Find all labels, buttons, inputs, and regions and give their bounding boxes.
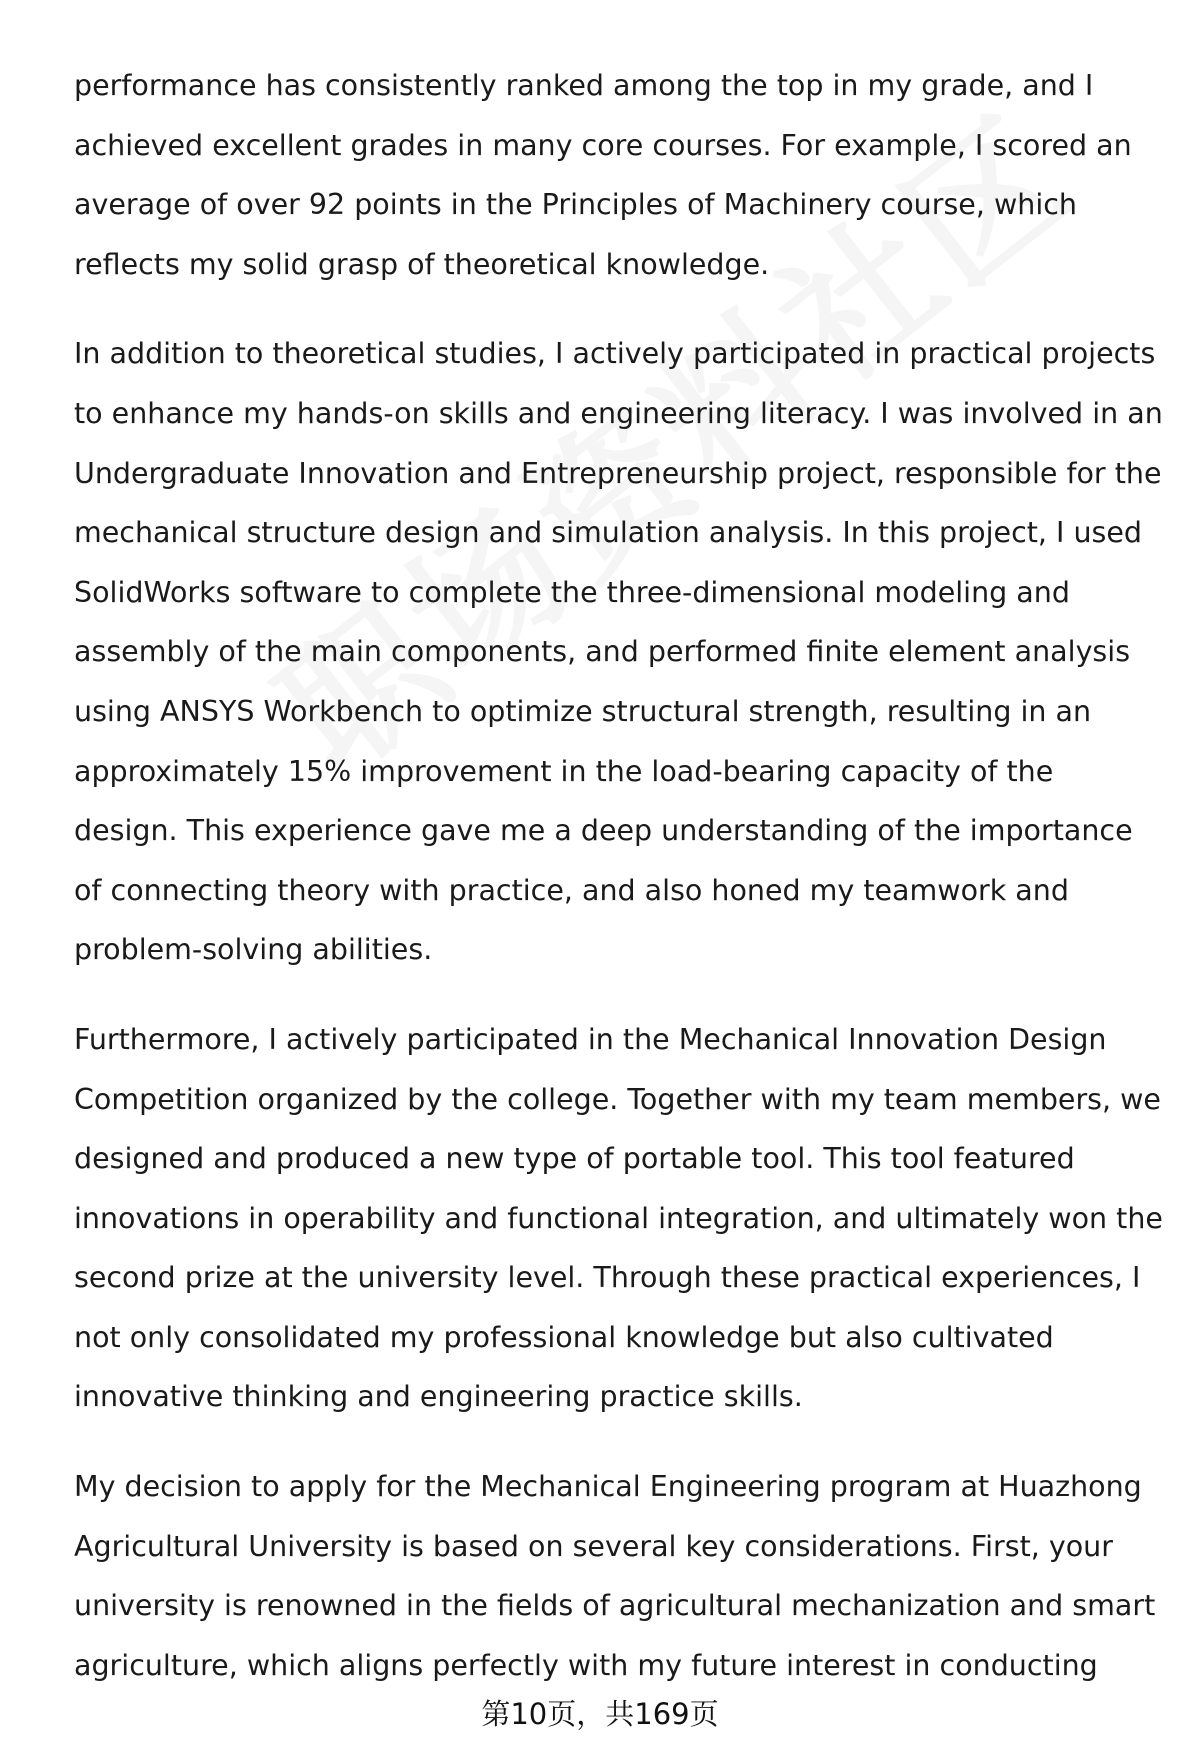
document-body xyxy=(74,56,1164,1725)
paragraph-design-competition: Furthermore, I actively participated in the Mechanical Innovation Design Competition organized by the college. Together with my team members, we designed and produced a new type of portable tool. This tool featured innovations in operability and functional integration, and ultimately won the second prize at the university level. Through these practical experiences, I not only consolidated my professional knowledge but also cultivated innovative thinking and engineering practice skills. xyxy=(74,1022,1163,1414)
paragraph-application-reasons: My decision to apply for the Mechanical Engineering program at Huazhong Agricultural University is based on several key considerations. First, your university is renowned in the fields of agricultural mechanization and smart agriculture, which aligns perfectly with my future interest in conducting xyxy=(74,1470,1156,1682)
page-number-footer: 第10页，共169页 xyxy=(481,1697,719,1731)
paragraph-innovation-project: In addition to theoretical studies, I actively participated in practical projects to enhance my hands-on skills and engineering literacy. I was involved in an Undergraduate Innovation and Entrepreneurship project, responsible for the mechanical structure design and simulation analysis. In this project, I used SolidWorks software to complete the three-dimensional modeling and assembly of the main components, and performed finite element analysis using ANSYS Workbench to optimize structural strength, resulting in an approximately 15% improvement in the load-bearing capacity of the design. This experience gave me a deep understanding of the importance of connecting theory with practice, and also honed my teamwork and problem-solving abilities. xyxy=(74,337,1163,967)
paragraph-academic-performance: performance has consistently ranked among the top in my grade, and I achieved excellent grades in many core courses. For example, I scored an average of over 92 points in the Principles of Machinery course, which reflects my solid grasp of theoretical knowledge. xyxy=(74,69,1132,281)
